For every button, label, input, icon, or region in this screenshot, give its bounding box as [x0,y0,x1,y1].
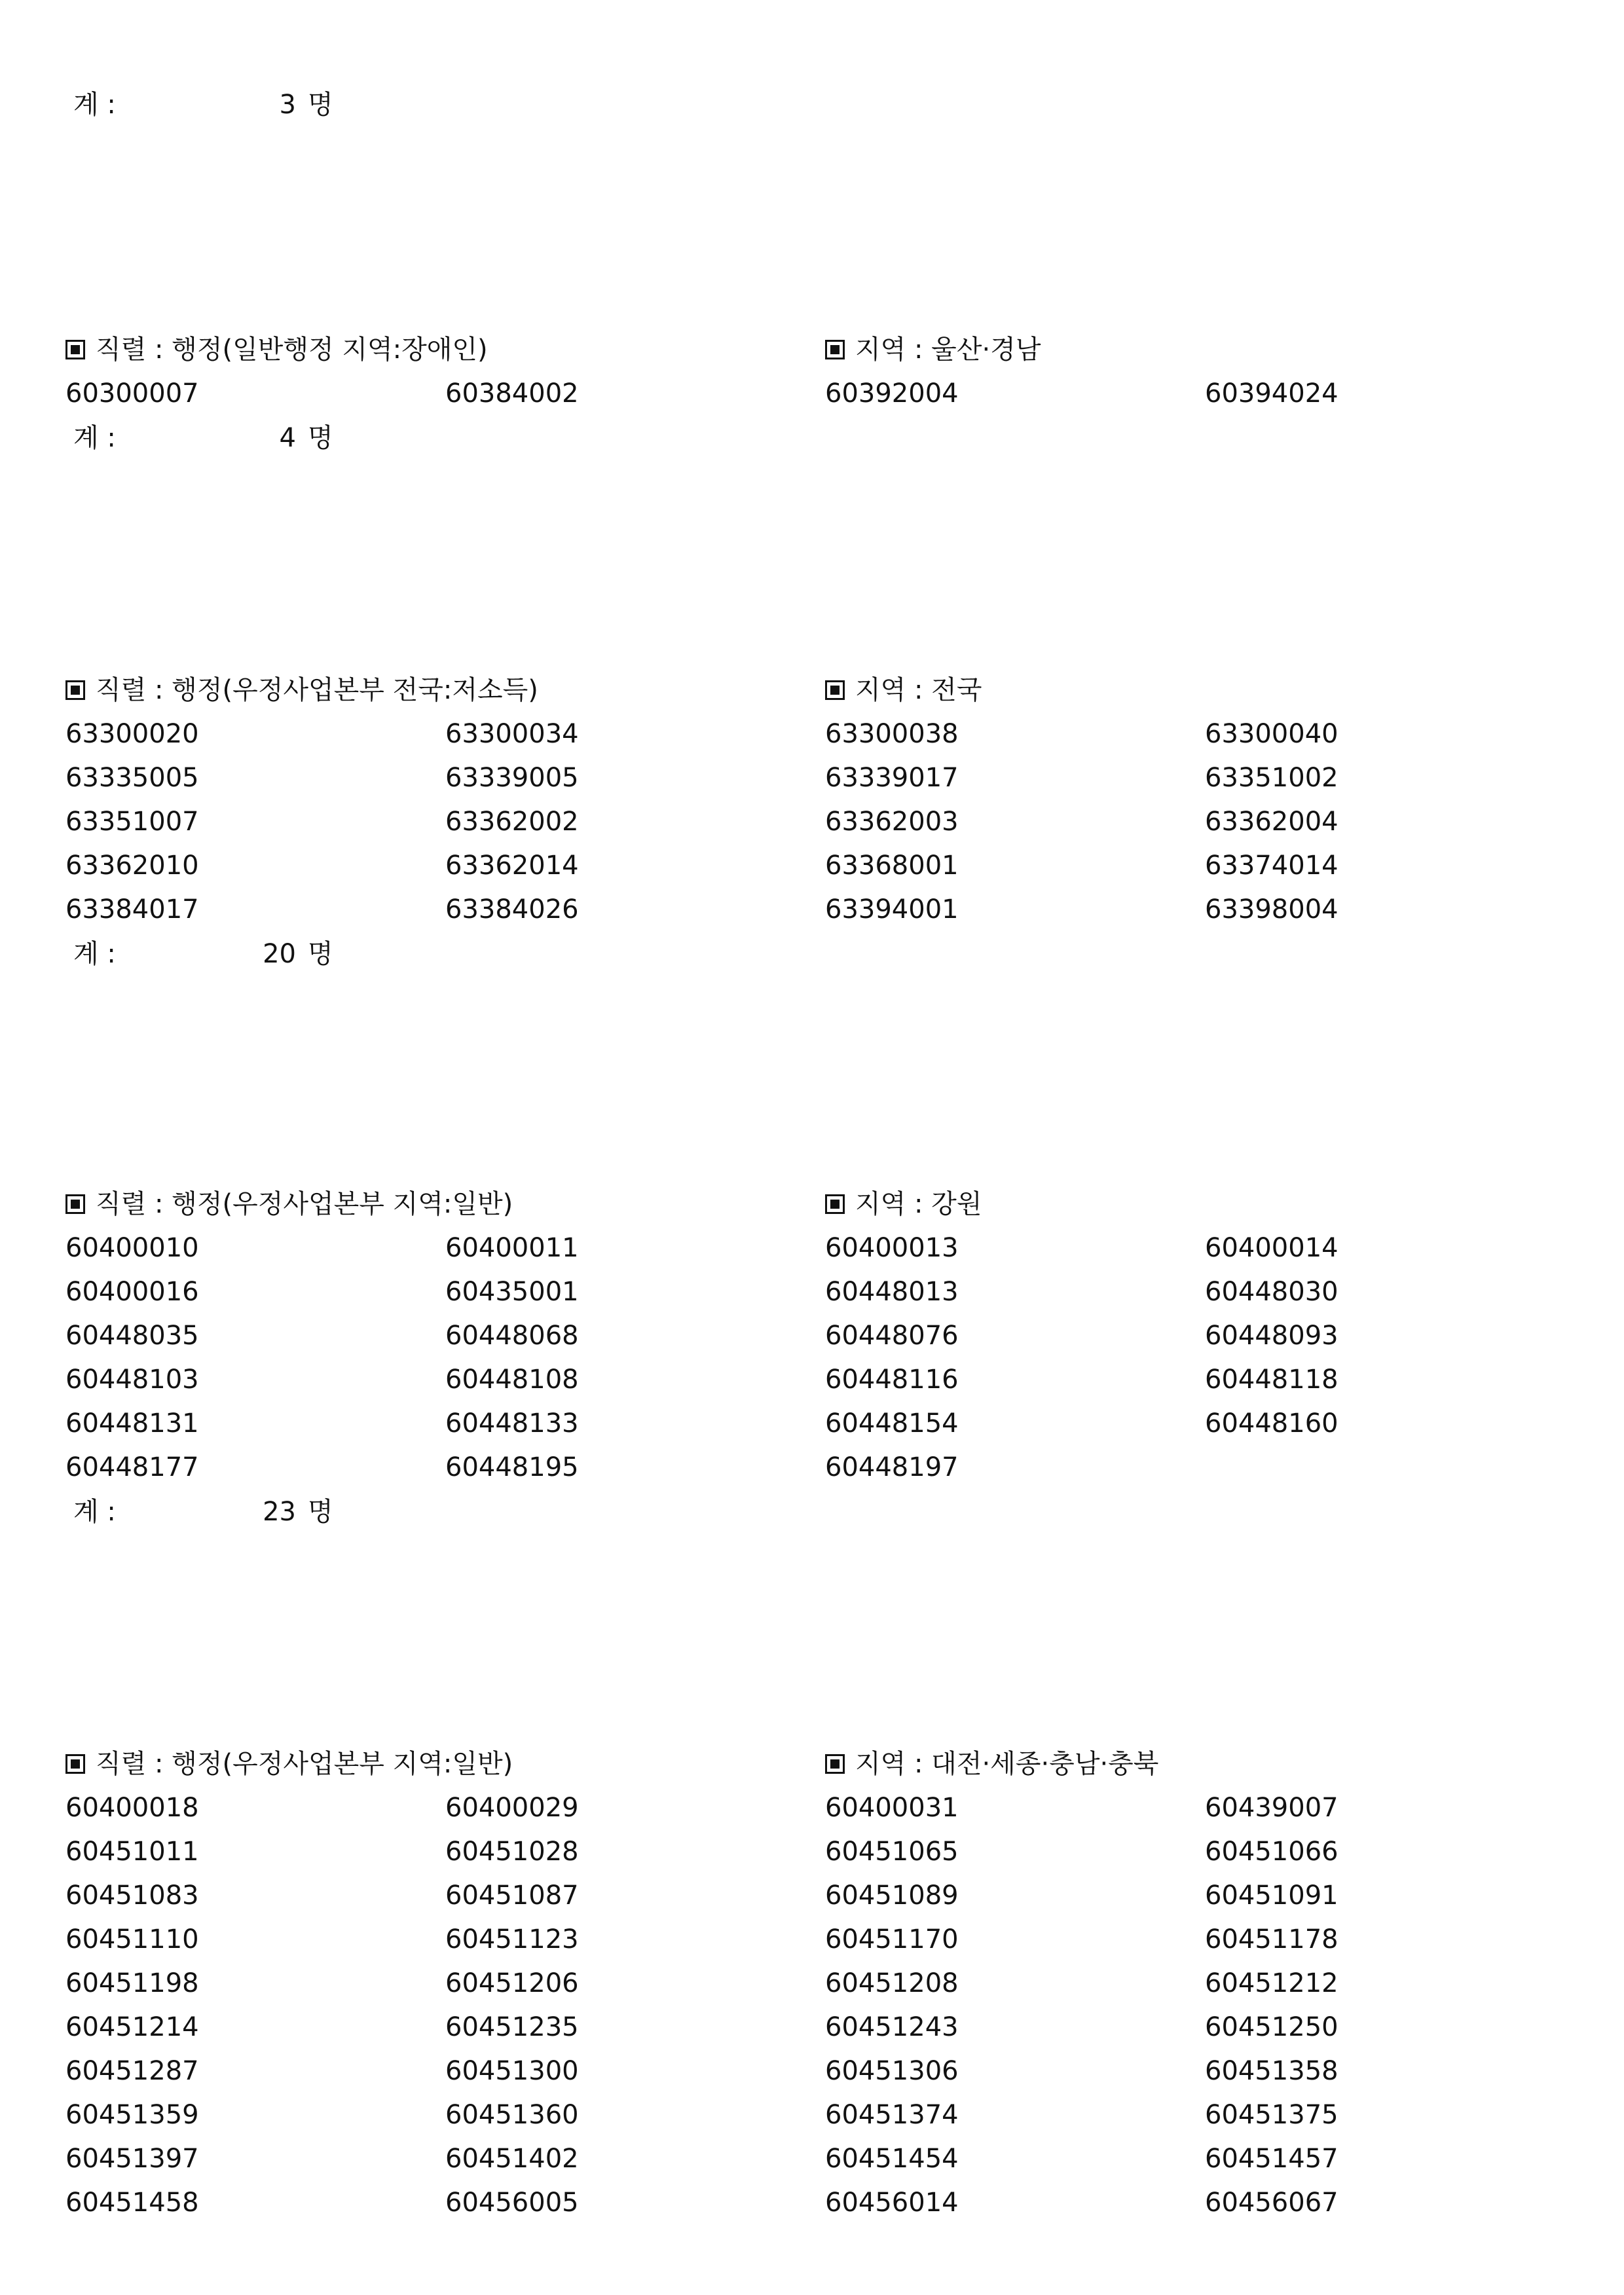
total-label: 계 : [73,90,116,120]
exam-number: 63384017 [65,894,199,925]
exam-number: 60448116 [825,1365,959,1395]
exam-number: 63362003 [825,807,959,837]
exam-number: 60448035 [65,1321,199,1351]
exam-number: 60400014 [1205,1233,1338,1263]
section-total [0,1490,1624,1534]
heading-text: 직렬 : 행정(우정사업본부 지역:일반) [96,1189,513,1219]
list-row [0,1786,1624,1830]
exam-number: 63351007 [65,807,199,837]
region-heading [825,1742,1158,1786]
heading-text: 직렬 : 행정(일반행정 지역:장애인) [96,335,488,365]
exam-number: 60448160 [1205,1408,1338,1439]
section-header [0,1742,1624,1786]
list-row [0,1270,1624,1314]
exam-number: 60451110 [65,1924,199,1955]
exam-number: 63384026 [445,894,579,925]
square-bullet-icon [825,340,845,359]
total-count: 20 [263,939,296,969]
exam-number-list [0,1786,1624,2225]
exam-number: 63351002 [1205,763,1338,793]
exam-number: 60448195 [445,1452,579,1482]
section-total [0,932,1624,976]
square-bullet-icon [65,340,85,359]
section-header [0,327,1624,372]
exam-number: 60448177 [65,1452,199,1482]
exam-number: 60448108 [445,1365,579,1395]
exam-number: 60400013 [825,1233,959,1263]
roster-section [0,327,1624,460]
list-row [0,2049,1624,2093]
exam-number: 60451091 [1205,1881,1338,1911]
list-row [0,2093,1624,2137]
previous-section-total [73,83,333,127]
exam-number: 60400018 [65,1793,199,1823]
list-row [0,1314,1624,1358]
exam-number: 60435001 [445,1277,579,1307]
exam-number: 60400010 [65,1233,199,1263]
heading-text: 직렬 : 행정(우정사업본부 전국:저소득) [96,675,538,705]
section-header [0,1182,1624,1226]
exam-number: 60451402 [445,2144,579,2174]
exam-number: 60448131 [65,1408,199,1439]
list-row [0,2137,1624,2181]
list-row [0,1874,1624,1918]
list-row [0,372,1624,416]
total-count: 3 [279,90,296,120]
region-heading [825,668,982,712]
list-row [0,2006,1624,2049]
exam-number: 63339005 [445,763,579,793]
exam-number: 60451066 [1205,1837,1338,1867]
exam-number: 60400016 [65,1277,199,1307]
exam-number: 63300020 [65,719,199,749]
heading-text: 지역 : 대전·세종·충남·충북 [855,1749,1159,1779]
total-count: 4 [279,423,296,453]
square-bullet-icon [65,1754,85,1774]
exam-number: 60394024 [1205,378,1338,409]
list-row [0,1446,1624,1490]
job-category-heading [65,327,488,372]
exam-number: 60451359 [65,2100,199,2130]
job-category-heading [65,668,538,712]
exam-number: 60451250 [1205,2012,1338,2042]
exam-number: 63368001 [825,851,959,881]
total-label: 계 : [73,423,116,453]
list-row [0,1226,1624,1270]
exam-number: 60451300 [445,2056,579,2086]
exam-number: 60448103 [65,1365,199,1395]
exam-number: 60451374 [825,2100,959,2130]
exam-number: 60456067 [1205,2188,1338,2218]
list-row [0,888,1624,932]
exam-number: 63374014 [1205,851,1338,881]
list-row [0,712,1624,756]
total-unit: 명 [308,423,333,453]
exam-number: 60451065 [825,1837,959,1867]
exam-number: 60451087 [445,1881,579,1911]
exam-number: 60448154 [825,1408,959,1439]
exam-number: 60456005 [445,2188,579,2218]
exam-number-list [0,1226,1624,1490]
list-row [0,1402,1624,1446]
exam-number: 60451198 [65,1968,199,1998]
exam-number: 60451243 [825,2012,959,2042]
exam-number: 60451358 [1205,2056,1338,2086]
exam-number: 60448197 [825,1452,959,1482]
exam-number: 60448013 [825,1277,959,1307]
exam-number: 60400031 [825,1793,959,1823]
exam-number: 60448076 [825,1321,959,1351]
exam-number: 60451170 [825,1924,959,1955]
square-bullet-icon [825,1194,845,1214]
exam-number: 63394001 [825,894,959,925]
exam-number: 63300040 [1205,719,1338,749]
heading-text: 지역 : 전국 [855,675,982,705]
exam-number: 60451375 [1205,2100,1338,2130]
exam-number: 63362002 [445,807,579,837]
exam-number-list [0,372,1624,416]
total-count: 23 [263,1497,296,1527]
total-unit: 명 [308,90,333,120]
exam-number: 60300007 [65,378,199,409]
exam-number: 60392004 [825,378,959,409]
exam-number: 60439007 [1205,1793,1338,1823]
list-row [0,1830,1624,1874]
exam-number: 60448030 [1205,1277,1338,1307]
exam-number: 60451178 [1205,1924,1338,1955]
roster-section [0,1182,1624,1534]
exam-number: 60451123 [445,1924,579,1955]
exam-number: 60384002 [445,378,579,409]
exam-number: 60451208 [825,1968,959,1998]
exam-number: 63300034 [445,719,579,749]
exam-number: 60448133 [445,1408,579,1439]
section-total [0,416,1624,460]
exam-number: 60451089 [825,1881,959,1911]
exam-number: 60400011 [445,1233,579,1263]
roster-section [0,1742,1624,2225]
exam-number: 60451306 [825,2056,959,2086]
exam-number: 60451454 [825,2144,959,2174]
list-row [0,756,1624,800]
exam-number: 63339017 [825,763,959,793]
exam-number: 60448068 [445,1321,579,1351]
exam-number: 60451457 [1205,2144,1338,2174]
list-row [0,1358,1624,1402]
list-row [0,800,1624,844]
region-heading [825,1182,982,1226]
heading-text: 지역 : 강원 [855,1189,982,1219]
list-row [0,1918,1624,1962]
exam-number: 60451214 [65,2012,199,2042]
exam-number: 60451011 [65,1837,199,1867]
total-unit: 명 [308,1497,333,1527]
list-row [0,2181,1624,2225]
exam-number-list [0,712,1624,932]
list-row [0,1962,1624,2006]
exam-number: 60451235 [445,2012,579,2042]
exam-number: 63398004 [1205,894,1338,925]
exam-number: 60451212 [1205,1968,1338,1998]
exam-number: 60448118 [1205,1365,1338,1395]
exam-number: 63300038 [825,719,959,749]
exam-number: 60451397 [65,2144,199,2174]
job-category-heading [65,1742,513,1786]
square-bullet-icon [65,680,85,700]
exam-number: 60451028 [445,1837,579,1867]
square-bullet-icon [825,680,845,700]
exam-number: 60448093 [1205,1321,1338,1351]
exam-number: 60451083 [65,1881,199,1911]
exam-number: 63335005 [65,763,199,793]
exam-number: 60451360 [445,2100,579,2130]
total-label: 계 : [73,1497,116,1527]
total-unit: 명 [308,939,333,969]
section-header [0,668,1624,712]
roster-section [0,668,1624,976]
job-category-heading [65,1182,513,1226]
square-bullet-icon [825,1754,845,1774]
exam-number: 60451206 [445,1968,579,1998]
heading-text: 직렬 : 행정(우정사업본부 지역:일반) [96,1749,513,1779]
exam-number: 60451458 [65,2188,199,2218]
total-label: 계 : [73,939,116,969]
region-heading [825,327,1041,372]
heading-text: 지역 : 울산·경남 [855,335,1041,365]
exam-number: 63362010 [65,851,199,881]
square-bullet-icon [65,1194,85,1214]
list-row [0,844,1624,888]
exam-number: 63362004 [1205,807,1338,837]
exam-number: 60456014 [825,2188,959,2218]
exam-number: 60451287 [65,2056,199,2086]
exam-number: 63362014 [445,851,579,881]
exam-number: 60400029 [445,1793,579,1823]
